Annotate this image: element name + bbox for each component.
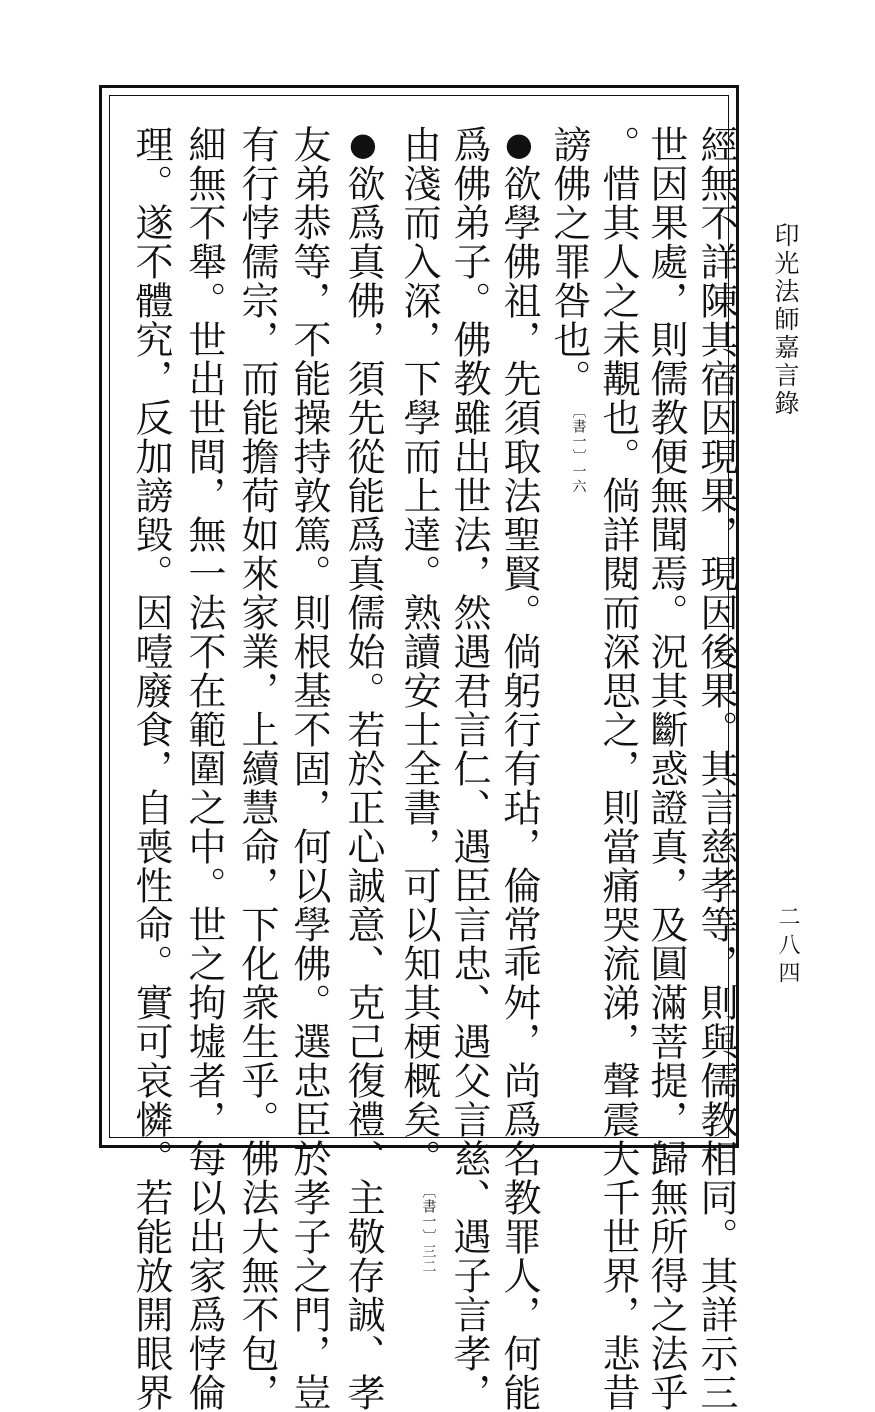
text-column-7 xyxy=(396,125,442,1274)
text-column-6 xyxy=(446,125,492,1412)
bullet-icon: ● xyxy=(344,125,382,164)
citation-note: 〔書一〕一六 xyxy=(570,404,587,494)
column-text: 友弟恭等，不能操持敦篤。則根基不固，何以學佛。選忠臣於孝子之門，豈 xyxy=(287,125,331,1412)
column-text: 謗佛之罪咎也。 xyxy=(547,125,591,398)
page-number: 二八四 xyxy=(775,905,800,989)
text-column-5 xyxy=(496,125,542,1412)
bullet-icon: ● xyxy=(500,125,538,164)
column-text: 經無不詳陳其宿因現果，現因後果。其言慈孝等，則與儒教相同。其詳示三 xyxy=(694,125,738,1412)
column-text: 世因果處，則儒教便無聞焉。況其斷惑證真，及圓滿菩提，歸無所得之法乎 xyxy=(644,125,688,1412)
text-column-12 xyxy=(128,125,174,1412)
citation-note: 〔書一〕三二 xyxy=(420,1184,437,1274)
text-column-11 xyxy=(181,125,227,1412)
column-text: 由淺而入深，下學而上達。熟讀安士全書，可以知其梗概矣。 xyxy=(397,125,441,1178)
text-column-9 xyxy=(286,125,332,1412)
column-text: 欲學佛祖，先須取法聖賢。倘躬行有玷，倫常乖舛，尚爲名教罪人，何能 xyxy=(497,164,541,1412)
text-column-3 xyxy=(595,125,641,1412)
text-column-8 xyxy=(340,125,386,1412)
text-column-10 xyxy=(234,125,280,1412)
column-text: 爲佛弟子。佛教雖出世法，然遇君言仁、遇臣言忠、遇父言慈、遇子言孝， xyxy=(447,125,491,1412)
book-title: 印光法師嘉言錄 xyxy=(771,222,800,418)
column-text: 理。遂不體究，反加謗毀。因噎廢食，自喪性命。實可哀憐。若能放開眼界 xyxy=(129,125,173,1412)
text-column-4 xyxy=(546,125,592,1125)
text-column-2 xyxy=(643,125,689,1412)
text-column-1 xyxy=(693,125,739,1412)
column-text: 細無不舉。世出世間，無一法不在範圍之中。世之拘墟者，每以出家爲悖倫 xyxy=(182,125,226,1412)
column-text: 。惜其人之未覯也。倘詳閱而深思之，則當痛哭流涕，聲震大千世界，悲昔 xyxy=(596,125,640,1412)
column-text: 欲爲真佛，須先從能爲真儒始。若於正心誠意、克己復禮、主敬存誠、孝 xyxy=(341,164,385,1412)
column-text: 有行悖儒宗，而能擔荷如來家業，上續慧命，下化衆生乎。佛法大無不包， xyxy=(235,125,279,1412)
